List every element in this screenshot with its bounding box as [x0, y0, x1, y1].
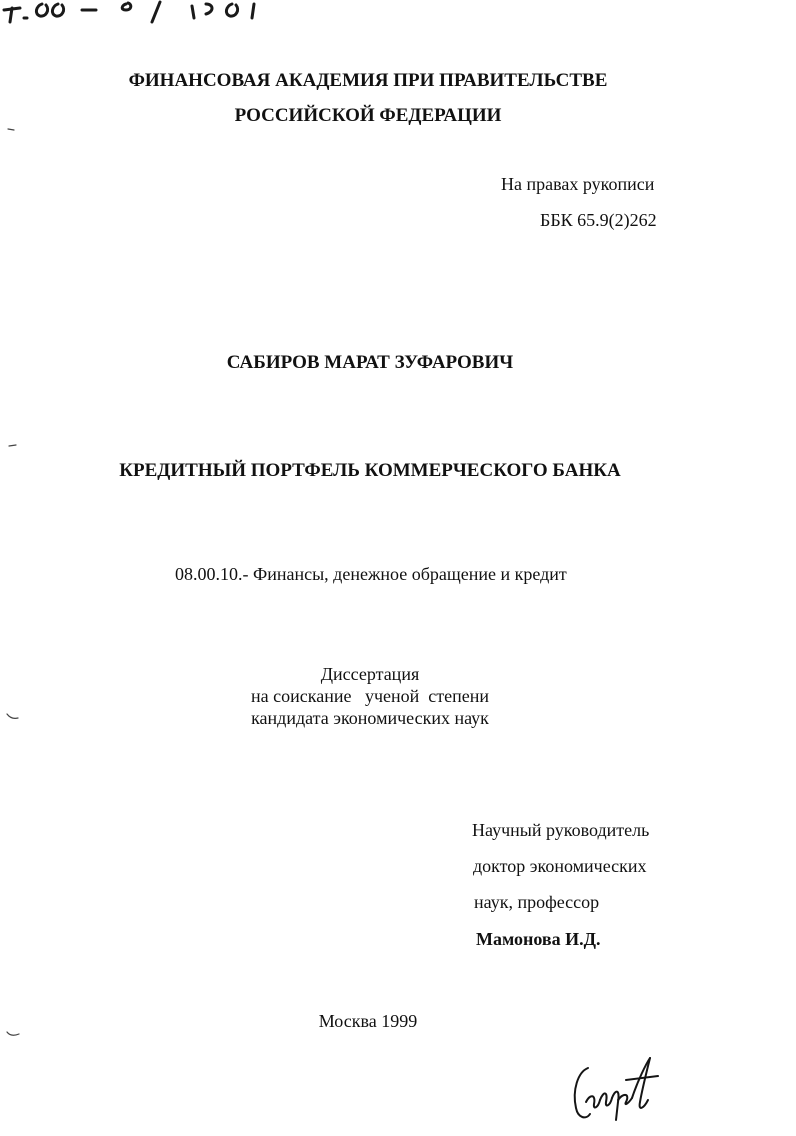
manuscript-rights-note: На правах рукописи: [501, 174, 655, 194]
bbk-classification: ББК 65.9(2)262: [540, 210, 657, 230]
author-name: САБИРОВ МАРАТ ЗУФАРОВИЧ: [226, 352, 514, 373]
handwritten-top-number: [0, 0, 280, 24]
city-and-year: Москва 1999: [318, 1011, 418, 1031]
supervisor-label: Научный руководитель: [472, 820, 650, 840]
supervisor-name: Мамонова И.Д.: [476, 929, 601, 949]
supervisor-title-line: наук, профессор: [474, 892, 600, 912]
specialty-code: 08.00.10.- Финансы, денежное обращение и кредит: [175, 564, 567, 584]
scan-margin-marks: [0, 0, 40, 1136]
degree-line: на соискание ученой степени: [251, 686, 489, 706]
degree-field-line: кандидата экономических наук: [251, 708, 489, 728]
dissertation-label: Диссертация: [320, 664, 420, 684]
organization-name-line-2: РОССИЙСКОЙ ФЕДЕРАЦИИ: [234, 105, 502, 126]
supervisor-degree-line: доктор экономических: [473, 856, 647, 876]
dissertation-title: КРЕДИТНЫЙ ПОРТФЕЛЬ КОММЕРЧЕСКОГО БАНКА: [119, 460, 621, 481]
organization-name-line-1: ФИНАНСОВАЯ АКАДЕМИЯ ПРИ ПРАВИТЕЛЬСТВЕ: [128, 70, 608, 91]
author-signature: [566, 1050, 666, 1130]
